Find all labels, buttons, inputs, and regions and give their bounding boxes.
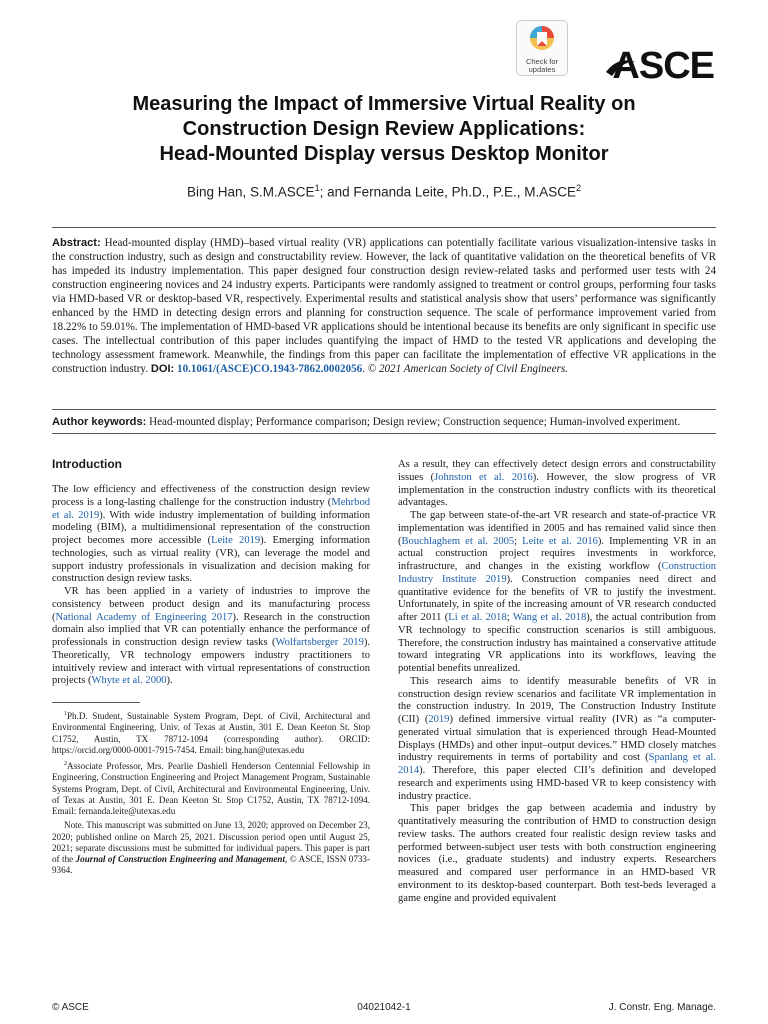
footnote-rule bbox=[52, 702, 140, 703]
right-paragraph-1: The gap between state-of-the-art VR research and state-of-practice VR implementation was identified in 2005 and has remained valid since then (Bouchlaghem et al. 2005; Leite et al. 2016). Implementing VR in an actual construction project requires investments in workforce, infrastructure, and changes in the existing workflow (Construction Industry Institute 2019). Construction companies need direct and quantitative evidence for the benefits of VR to justify the investment. Unfortunately, in spite of the increasing amount of VR research conducted after 2011 (Li et al. 2018; Wang et al. 2018), the actual contribution from VR technology to specific construction scenarios is still ambiguous. Therefore, the construction industry has maintained a conservative attitude toward integrating VR applications into its workflows, leaving the potential benefits unrealized. bbox=[398, 510, 717, 674]
asce-logo bbox=[604, 42, 716, 82]
footer-publisher: © ASCE bbox=[52, 1002, 89, 1013]
right-paragraph-2: This research aims to identify measurable benefits of VR in construction design review scenarios and facilitate VR implementation in the construction industry. In 2019, The Construction Industry Institute (CII) (2019) defined immersive virtual reality (IVR) as “a computer-generated virtual simulation that is experienced through Head-Mounted Displays (HMDs) and other input–output devices.” HMD closely matches industry requirements in terms of portability and cost (Spanlang et al. 2014). Therefore, this paper elected CII’s definition and developed research and experiments using HMD-based VR to keep consistency with industry practice. bbox=[398, 675, 717, 802]
citation-link[interactable]: Li et al. 2018 bbox=[448, 612, 507, 623]
title-line-1: Measuring the Impact of Immersive Virtual Reality on bbox=[132, 93, 636, 115]
abstract: Abstract: Head-mounted display (HMD)–based virtual reality (VR) applications can potentially facilitate various visualization-intensive tasks in the construction industry, such as design and constructability review. However, the lack of quantitative validation on the theoretical benefits of VR has impeded its industry implementation. This paper designed four construction design review-related tasks and performed user tests with 24 construction engineering novices and 24 industry experts. Participants were randomly assigned to treatment or control groups, performing four tasks via HMD-based VR or desktop-based VR, respectively. Experimental results and statistical analysis show that users’ performance was significantly enhanced by the HMD in detecting design errors and planning for construction sequence. The scale of performance improvement varied from 18.22% to 59.01%. The implementation of HMD-based VR applications should be intentional because its benefits are only significant in specific use cases. The intellectual contribution of this paper includes quantifying the impact of HMD to the tested VR applications and developing the technology assessment framework. Meanwhile, the findings from this paper can facilitate the implementation of effective VR applications in the construction industry. DOI: 10.1061/(ASCE)CO.1943-7862.0002056. © 2021 American Society of Civil Engineers. bbox=[52, 237, 716, 375]
author-1: Bing Han, S.M.ASCE bbox=[187, 184, 315, 200]
introduction-heading: Introduction bbox=[52, 457, 122, 471]
footnote-2: $^2$Associate Professor, Mrs. Pearlie Dashiell Henderson Centennial Fellowship in Engineering, Construction Engineering and Project Management Program, Sustainable Systems Program, Dept. of Civil, Architectural and Environmental Engineering, Univ. of Texas at Austin, 301 E. Dean Keeton St. Stop C1752, Austin, TX 78712-1094. Email: fernanda.leite@utexas.edu bbox=[52, 761, 370, 817]
journal-name: Journal of Construction Engineering and Management bbox=[75, 854, 286, 865]
author-separator: ; and bbox=[319, 184, 354, 200]
citation-link[interactable]: Spanlang et al. 2014 bbox=[398, 752, 717, 776]
check-updates-line2: updates bbox=[528, 65, 556, 74]
right-column bbox=[398, 459, 716, 905]
copyright-notice: © 2021 American Society of Civil Engineers. bbox=[367, 363, 568, 375]
submission-note: Note. This manuscript was submitted on June 13, 2020; approved on December 23, 2020; published online on March 25, 2021. Discussion period open until August 25, 2021; separate discussions must be submitted for individual papers. This paper is part of the Journal of Construction Engineering and Management, © ASCE, ISSN 0733-9364. bbox=[52, 820, 371, 876]
author-line bbox=[60, 183, 708, 200]
citation-link[interactable]: National Academy of Engineering 2017 bbox=[55, 611, 233, 623]
keywords-label: Author keywords: bbox=[52, 416, 147, 428]
keywords-text: Head-mounted display; Performance comparison; Design review; Construction sequence; Human-involved experiment. bbox=[149, 416, 681, 428]
citation-link[interactable]: Construction Industry Institute 2019 bbox=[398, 561, 716, 585]
citation-link[interactable]: Wolfartsberger 2019 bbox=[275, 637, 364, 648]
left-column bbox=[52, 456, 370, 877]
citation-link[interactable]: Bouchlaghem et al. 2005 bbox=[401, 535, 515, 547]
check-updates-icon bbox=[529, 25, 555, 53]
title-line-2: Construction Design Review Applications: bbox=[182, 118, 586, 140]
author-keywords bbox=[52, 415, 716, 429]
footer-journal-abbrev: J. Constr. Eng. Manage. bbox=[608, 1002, 716, 1013]
author-1-affil: 1 bbox=[314, 183, 320, 193]
abstract-label: Abstract: bbox=[52, 237, 101, 249]
footnote-1: $^1$Ph.D. Student, Sustainable System Program, Dept. of Civil, Architectural and Environmental Engineering, Univ. of Texas at Austin, 301 E. Dean Keeton St. Stop C1752, Austin, TX 78712-1094 (corresponding author). ORCID: https://orcid.org/0000-0001-7915-7454. Email: bing.han@utexas.edu bbox=[52, 711, 370, 755]
citation-link[interactable]: Johnston et al. 2016 bbox=[434, 471, 533, 483]
right-paragraph-3: This paper bridges the gap between academia and industry by quantitatively measuring the contribution of HMD to construction design review tasks. The authors created four realistic design review tasks and performed between-subject user tests with both construction engineering novices (i.e., graduate students) and industry experts. Researchers measured and compared user performance in an HMD-based VR environment to its desktop-based counterpart. Both test-beds leveraged a game engine and provided equivalent bbox=[398, 803, 716, 904]
right-paragraph-0: As a result, they can effectively detect design errors and constructability issues (Johnston et al. 2016). However, the slow progress of VR implementation in the construction industry conflicts with its theoretical advantages. bbox=[398, 459, 717, 509]
citation-link[interactable]: Leite et al. 2016 bbox=[522, 535, 598, 547]
keywords-bottom-rule bbox=[52, 433, 716, 434]
title-line-3: Head-Mounted Display versus Desktop Monitor bbox=[159, 143, 609, 165]
paper-title bbox=[60, 92, 708, 167]
check-for-updates-badge[interactable] bbox=[516, 20, 568, 76]
citation-link[interactable]: Wang et al. 2018 bbox=[512, 612, 587, 623]
doi-link[interactable]: 10.1061/(ASCE)CO.1943-7862.0002056 bbox=[177, 363, 363, 375]
author-2: Fernanda Leite, Ph.D., P.E., M.ASCE bbox=[353, 184, 576, 200]
keywords-top-rule bbox=[52, 409, 716, 410]
intro-paragraph-1: The low efficiency and effectiveness of the construction design review process is a long-lasting challenge for the construction industry (Mehrbod et al. 2019). With wide industry implementation of building information modeling (BIM), a multidimensional representation of the construction project becomes more accessible (Leite 2019). Emerging information technologies, such as virtual reality (VR), can leverage the model and support industry professionals in visualization and decision making for construction design review tasks. bbox=[52, 484, 370, 585]
check-updates-line1: Check for bbox=[525, 57, 559, 66]
citation-link[interactable]: Leite 2019 bbox=[211, 535, 261, 546]
asce-logo-text: ASCE bbox=[612, 45, 714, 82]
abstract-text: Head-mounted display (HMD)–based virtual reality (VR) applications can potentially facilitate various visualization-intensive tasks in the construction industry, such as design and constructability review. However, the lack of quantitative validation on the theoretical benefits of VR has impeded its industry implementation. This paper designed four construction design review-related tasks and performed user tests with 24 construction engineering novices and 24 industry experts. Participants were randomly assigned to treatment or control groups, performing four tasks via HMD-based VR or desktop-based VR, respectively. Experimental results and statistical analysis show that users’ performance was significantly enhanced by the HMD in detecting design errors and planning for construction sequence. The scale of performance improvement varied from 18.22% to 59.01%. The implementation of HMD-based VR applications should be intentional because its benefits are only significant in specific use cases. The intellectual contribution of this paper includes quantifying the impact of HMD to the tested VR applications and developing the technology assessment framework. Meanwhile, the findings from this paper can facilitate the implementation of effective VR applications in the construction industry. bbox=[52, 237, 716, 375]
footer-page-id: 04021042-1 bbox=[357, 1002, 411, 1013]
author-2-affil: 2 bbox=[575, 183, 581, 193]
intro-paragraph-2: VR has been applied in a variety of industries to improve the consistency between product design and its manufacturing process (National Academy of Engineering 2017). Research in the construction domain also implied that VR can potentially enhance the performance of professionals in construction design review tasks (Wolfartsberger 2019). Theoretically, VR technology empowers industry practitioners to intuitively review and interact with virtual representations of construction projects (Whyte et al. 2000). bbox=[52, 586, 371, 687]
doi-label: DOI: bbox=[150, 363, 175, 375]
citation-link[interactable]: 2019 bbox=[428, 714, 450, 725]
citation-link[interactable]: Mehrbod et al. 2019 bbox=[52, 496, 370, 521]
abstract-top-rule bbox=[52, 227, 716, 228]
citation-link[interactable]: Whyte et al. 2000 bbox=[91, 675, 167, 687]
